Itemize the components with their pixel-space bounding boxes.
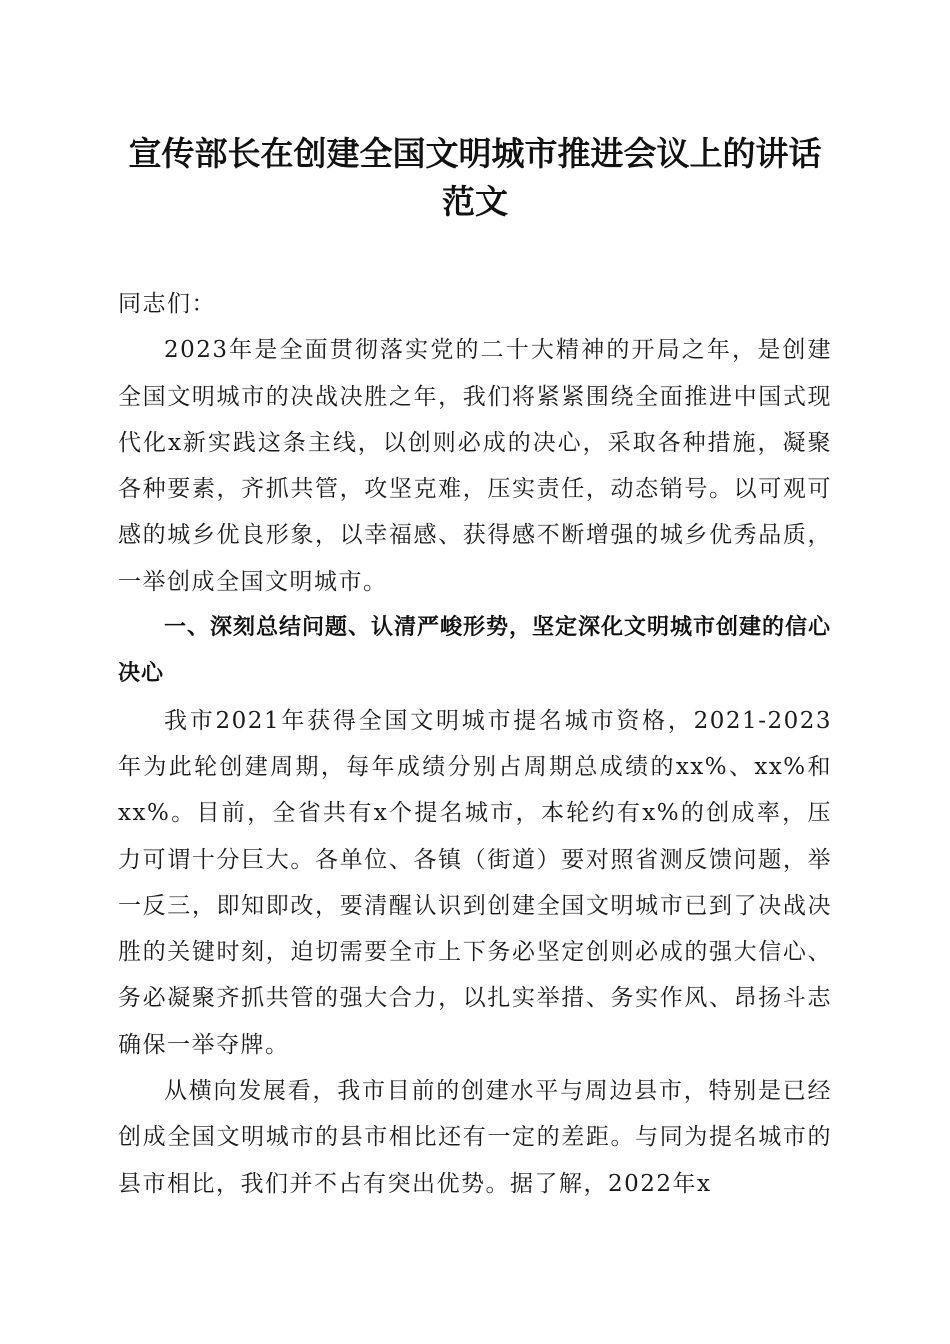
salutation: 同志们：: [118, 291, 216, 317]
paragraph-section-2: 从横向发展看，我市目前的创建水平与周边县市，特别是已经创成全国文明城市的县市相比还有一定的差距。与同为提名城市的县市相比，我们并不占有突出优势。据了解，2022年x: [118, 1078, 832, 1197]
document-title: 宣传部长在创建全国文明城市推进会议上的讲话范文: [128, 134, 822, 221]
section-heading: 一、深刻总结问题、认清严峻形势，坚定深化文明城市创建的信心决心: [118, 615, 832, 687]
paragraph-section-1: 我市2021年获得全国文明城市提名城市资格，2021-2023年为此轮创建周期，每年成绩分别占周期总成绩的xx%、xx%和xx%。目前，全省共有x个提名城市，本轮约有x%的创成率，压力可谓十分巨大。各单位、各镇（街道）要对照省测反馈问题，举一反三，即知即改，要清醒认识到创建全国文明城市已到了决战决胜的关键时刻，迫切需要全市上下务必坚定创则必成的强大信心、务必凝聚齐抓共管的强大合力，以扎实举措、务实作风、昂扬斗志确保一举夺牌。: [118, 707, 832, 1058]
document-body: [118, 281, 832, 1207]
paragraph-intro: 2023年是全面贯彻落实党的二十大精神的开局之年，是创建全国文明城市的决战决胜之年，我们将紧紧围绕全面推进中国式现代化x新实践这条主线，以创则必成的决心，采取各种措施，凝聚各种要素，齐抓共管，攻坚克难，压实责任，动态销号。以可观可感的城乡优良形象，以幸福感、获得感不断增强的城乡优秀品质，一举创成全国文明城市。: [118, 337, 832, 595]
document-page: [118, 130, 832, 1207]
